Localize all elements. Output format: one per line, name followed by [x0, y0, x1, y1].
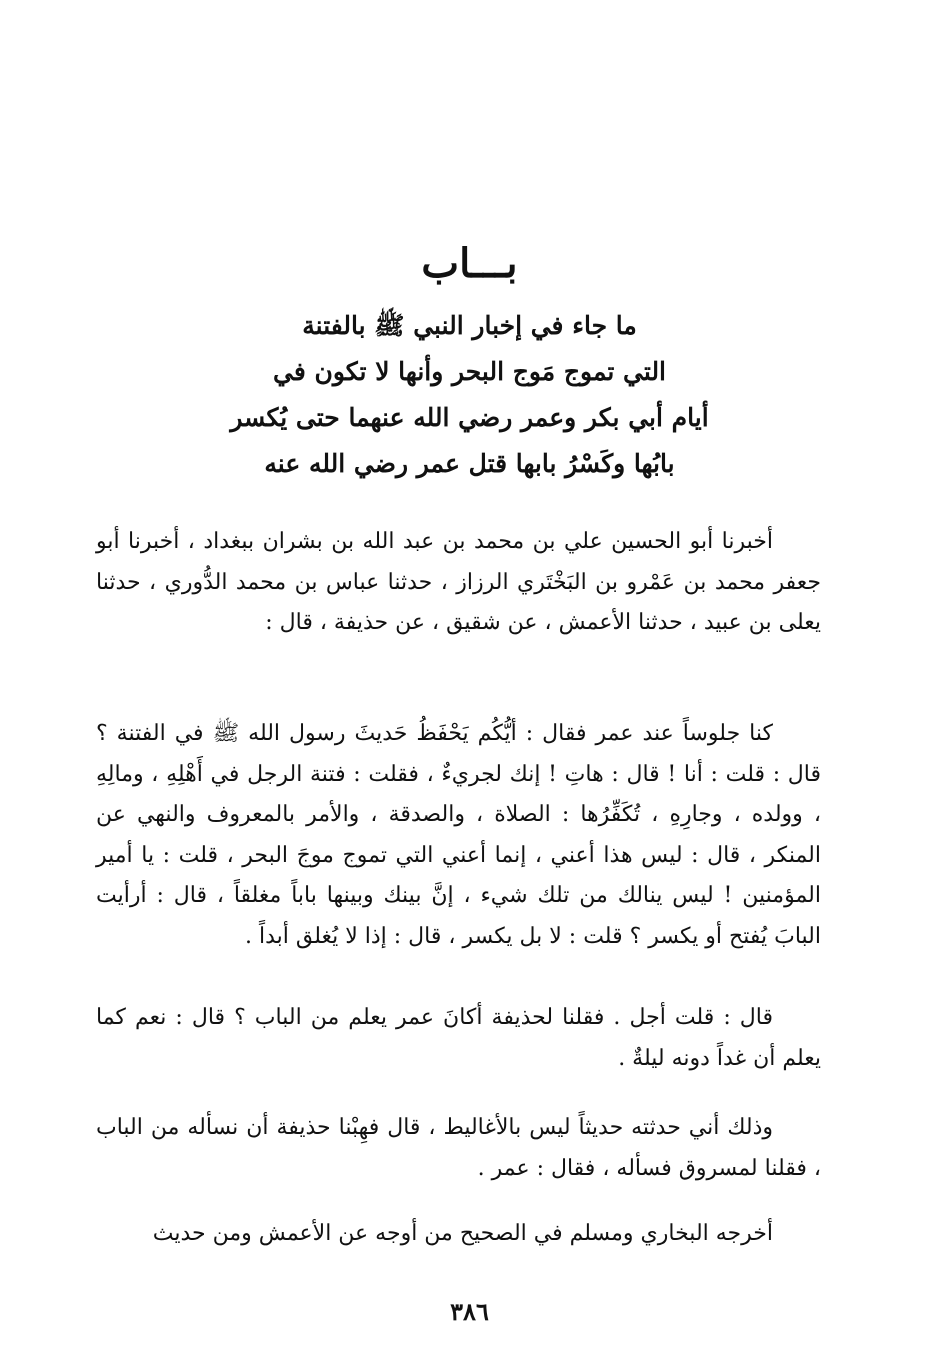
- paragraph-source-note: [96, 1214, 821, 1255]
- paragraph-hadith: [96, 714, 821, 958]
- paragraph-explanation: [96, 1108, 821, 1189]
- paragraph-continuation: [96, 998, 821, 1079]
- chapter-title-line-2: التي تموج مَوج البحر وأنها لا تكون في: [272, 357, 667, 386]
- chapter-title-line-3: أيام أبي بكر وعمر رضي الله عنهما حتى يُكسر: [230, 403, 709, 432]
- page-number: ٣٨٦: [450, 1297, 489, 1326]
- paragraph-text: وذلك أني حدثته حديثاً ليس بالأغاليط ، قال فهِبْنا حذيفة أن نسأله من الباب ، فقلنا لمسروق فسأله ، فقال : عمر .: [96, 1115, 821, 1181]
- paragraph-text: قال : قلت أجل . فقلنا لحذيفة أكانَ عمر يعلم من الباب ؟ قال : نعم كما يعلم أن غداً دونه ليلةٌ .: [96, 1005, 821, 1071]
- paragraph-isnad: [96, 522, 821, 644]
- paragraph-text: أخرجه البخاري ومسلم في الصحيح من أوجه عن الأعمش ومن حديث: [152, 1221, 773, 1246]
- chapter-title-line-4: بابُها وكَسْرُ بابها قتل عمر رضي الله عنه: [264, 449, 675, 478]
- chapter-title: [160, 303, 779, 487]
- paragraph-text: أخبرنا أبو الحسين علي بن محمد بن عبد الله بن بشران ببغداد ، أخبرنا أبو جعفر محمد بن عَمْرو بن البَخْتَري الرزاز ، حدثنا عباس بن محمد الدُّوري ، حدثنا يعلى بن عبيد ، حدثنا الأعمش ، عن شقيق ، عن حذيفة ، قال :: [96, 529, 821, 636]
- paragraph-text: كنا جلوساً عند عمر فقال : أيُّكُم يَحْفَظُ حَديثَ رسول الله ﷺ في الفتنة ؟ قال : قلت : أنا ! قال : هاتِ ! إنك لجريءٌ ، فقلت : فتنة الرجل في أَهْلِهِ ، ومالِهِ ، وولده ، وجارِهِ ، تُكَفِّرُها : الصلاة ، والصدقة ، والأمر بالمعروف والنهي عن المنكر ، قال : ليس هذا أعني ، إنما أعني التي تموج موجَ البحر ، قلت : يا أمير المؤمنين ! ليس ينالك من تلك شيء ، إنَّ بينك وبينها باباً مغلقاً ، قال : أرأيت البابَ يُفتح أو يكسر ؟ قلت : لا بل يكسر ، قال : إذا لا يُغلق أبداً .: [96, 721, 821, 949]
- chapter-heading: بـــاب: [421, 240, 518, 287]
- chapter-title-line-1: ما جاء في إخبار النبي ﷺ بالفتنة: [302, 311, 637, 340]
